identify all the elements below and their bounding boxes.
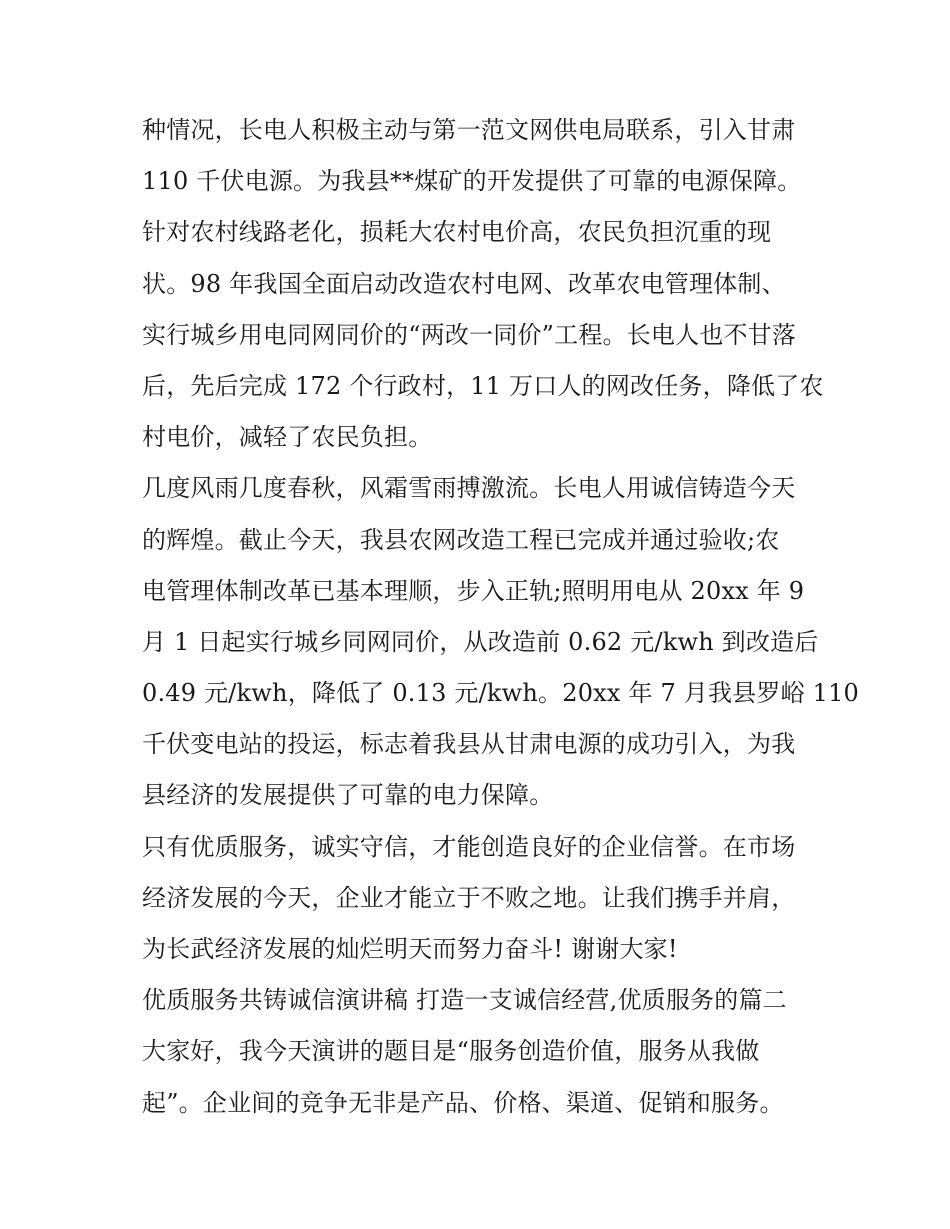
- text-line: 110 千伏电源。为我县**煤矿的开发提供了可靠的电源保障。: [142, 167, 802, 196]
- text-line: 经济发展的今天，企业才能立于不败之地。让我们携手并肩，: [142, 883, 796, 912]
- text-line: 种情况，长电人积极主动与第一范文网供电局联系，引入甘肃: [142, 116, 796, 144]
- text-line: 县经济的发展提供了可靠的电力保障。: [142, 781, 554, 810]
- text-line: 几度风雨几度春秋，风霜雪雨搏激流。长电人用诚信铸造今天: [142, 474, 796, 503]
- text-line: 状。98 年我国全面启动改造农村电网、改革农电管理体制、: [142, 269, 786, 298]
- text-line: 千伏变电站的投运，标志着我县从甘肃电源的成功引入，为我: [142, 730, 796, 759]
- text-line: 实行城乡用电同网同价的“两改一同价”工程。长电人也不甘落: [142, 320, 797, 349]
- text-line: 起”。企业间的竞争无非是产品、价格、渠道、促销和服务。: [142, 1088, 784, 1117]
- text-line: 后，先后完成 172 个行政村，11 万口人的网改任务，降低了农: [142, 371, 824, 400]
- text-line: 为长武经济发展的灿烂明天而努力奋斗! 谢谢大家!: [142, 935, 678, 963]
- text-line: 的辉煌。截止今天，我县农网改造工程已完成并通过验收;农: [142, 525, 780, 554]
- document-body: [142, 108, 860, 1132]
- text-line: 月 1 日起实行城乡同网同价，从改造前 0.62 元/kwh 到改造后: [142, 627, 819, 656]
- text-line: 电管理体制改革已基本理顺，步入正轨;照明用电从 20xx 年 9: [142, 576, 805, 605]
- text-line: 大家好，我今天演讲的题目是“服务创造价值，服务从我做: [142, 1037, 760, 1066]
- text-line: 0.49 元/kwh，降低了 0.13 元/kwh。20xx 年 7 月我县罗峪 110: [142, 679, 860, 708]
- text-line: 只有优质服务，诚实守信，才能创造良好的企业信誉。在市场: [142, 832, 796, 861]
- text-line: 村电价，减轻了农民负担。: [142, 423, 433, 452]
- text-line: 针对农村线路老化，损耗大农村电价高，农民负担沉重的现: [142, 218, 772, 247]
- text-line: 优质服务共铸诚信演讲稿 打造一支诚信经营,优质服务的篇二: [142, 986, 787, 1015]
